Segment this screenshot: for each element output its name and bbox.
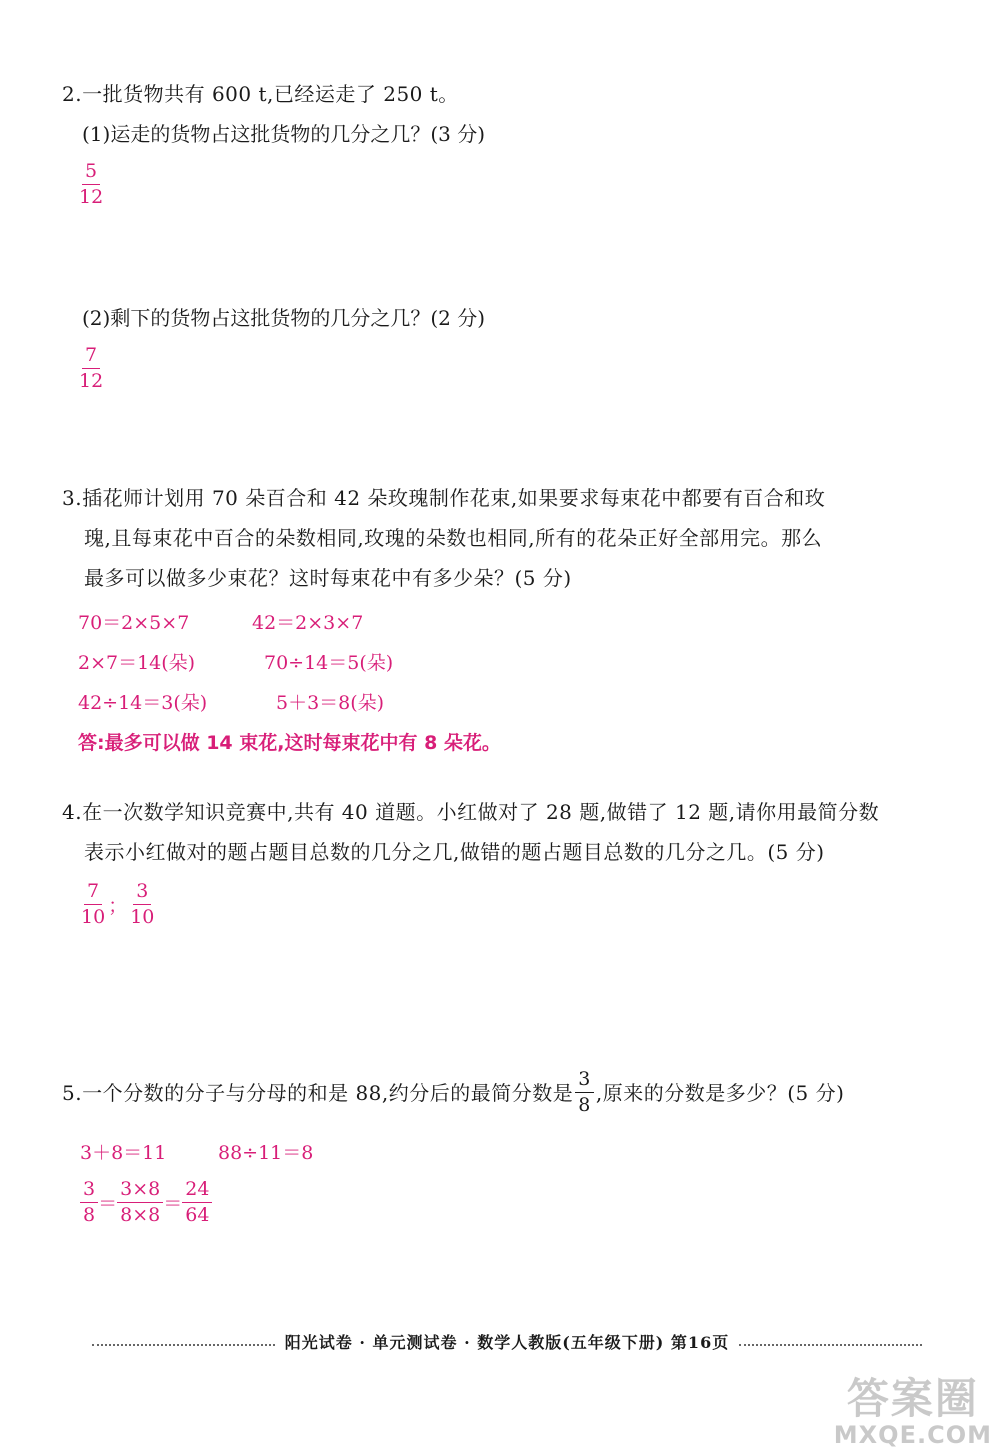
q3-line1: 3.插花师计划用 70 朵百合和 42 朵玫瑰制作花束,如果要求每束花中都要有百合和玫 — [62, 486, 826, 510]
q2-stem: 2.一批货物共有 600 t,已经运走了 250 t。 — [62, 82, 459, 106]
q2-answer1-num: 5 — [82, 162, 100, 185]
footer-dots-right — [739, 1344, 922, 1346]
q2-answer2-num: 7 — [82, 346, 100, 369]
q2-answer1 — [76, 162, 106, 207]
q3-work-3a: 42÷14＝3(朵) — [78, 692, 208, 714]
watermark-logo — [833, 1374, 992, 1449]
q4-line1: 4.在一次数学知识竞赛中,共有 40 道题。小红做对了 28 题,做错了 12 题,请你用最简分数 — [62, 800, 880, 824]
footer-text: 阳光试卷 · 单元测试卷 · 数学人教版(五年级下册) 第16页 — [284, 1333, 730, 1352]
q4-right-den: 10 — [81, 906, 106, 928]
q3-work-2b: 70÷14＝5(朵) — [264, 652, 394, 674]
q5-f3-den: 64 — [185, 1204, 210, 1226]
page-footer — [92, 1330, 922, 1353]
q2-part1: (1)运走的货物占这批货物的几分之几？(3 分) — [82, 122, 486, 146]
q3-work-2a: 2×7＝14(朵) — [78, 652, 196, 674]
q4-wrong-den: 10 — [130, 906, 155, 928]
q4-wrong-num: 3 — [133, 882, 151, 905]
q5-eq-1: ＝ — [98, 1193, 118, 1215]
q5-work-1b: 88÷11＝8 — [218, 1142, 314, 1164]
q5-frac-num: 3 — [575, 1070, 594, 1093]
q4-line2: 表示小红做对的题占题目总数的几分之几,做错的题占题目总数的几分之几。(5 分) — [84, 840, 825, 864]
q3-line3: 最多可以做多少束花？这时每束花中有多少朵？(5 分) — [84, 566, 572, 590]
q5-stem — [62, 1070, 844, 1115]
q5-f3-num: 24 — [182, 1180, 212, 1203]
q5-frac-den: 8 — [578, 1094, 591, 1116]
watermark-big: 答案圈 — [846, 1374, 979, 1423]
q5-eq-2: ＝ — [163, 1193, 183, 1215]
q5-stem-after: ,原来的分数是多少？(5 分) — [595, 1080, 845, 1105]
q2-part2: (2)剩下的货物占这批货物的几分之几？(2 分) — [82, 306, 486, 330]
q5-work-1a: 3＋8＝11 — [80, 1142, 167, 1164]
q2-answer1-den: 12 — [79, 186, 104, 208]
q2-answer2 — [76, 346, 106, 391]
watermark-small: MXQE.COM — [833, 1421, 992, 1449]
q5-answer — [80, 1180, 212, 1225]
q2-answer2-den: 12 — [79, 370, 104, 392]
q3-work-1a: 70＝2×5×7 — [78, 612, 190, 634]
q3-answer: 答:最多可以做 14 束花,这时每束花中有 8 朵花。 — [78, 732, 501, 754]
q4-separator: ； — [108, 895, 128, 917]
q5-stem-before: 5.一个分数的分子与分母的和是 88,约分后的最简分数是 — [62, 1080, 574, 1105]
q5-f1-num: 3 — [80, 1180, 98, 1203]
q3-work-3b: 5＋3＝8(朵) — [276, 692, 385, 714]
footer-dots-left — [92, 1344, 275, 1346]
q5-f1-den: 8 — [83, 1204, 96, 1226]
q3-work-1b: 42＝2×3×7 — [252, 612, 364, 634]
q4-right-num: 7 — [84, 882, 102, 905]
q3-line2: 瑰,且每束花中百合的朵数相同,玫瑰的朵数也相同,所有的花朵正好全部用完。那么 — [84, 526, 823, 550]
q5-f2-den: 8×8 — [120, 1204, 161, 1226]
q4-answer — [78, 882, 157, 927]
q5-f2-num: 3×8 — [117, 1180, 163, 1203]
